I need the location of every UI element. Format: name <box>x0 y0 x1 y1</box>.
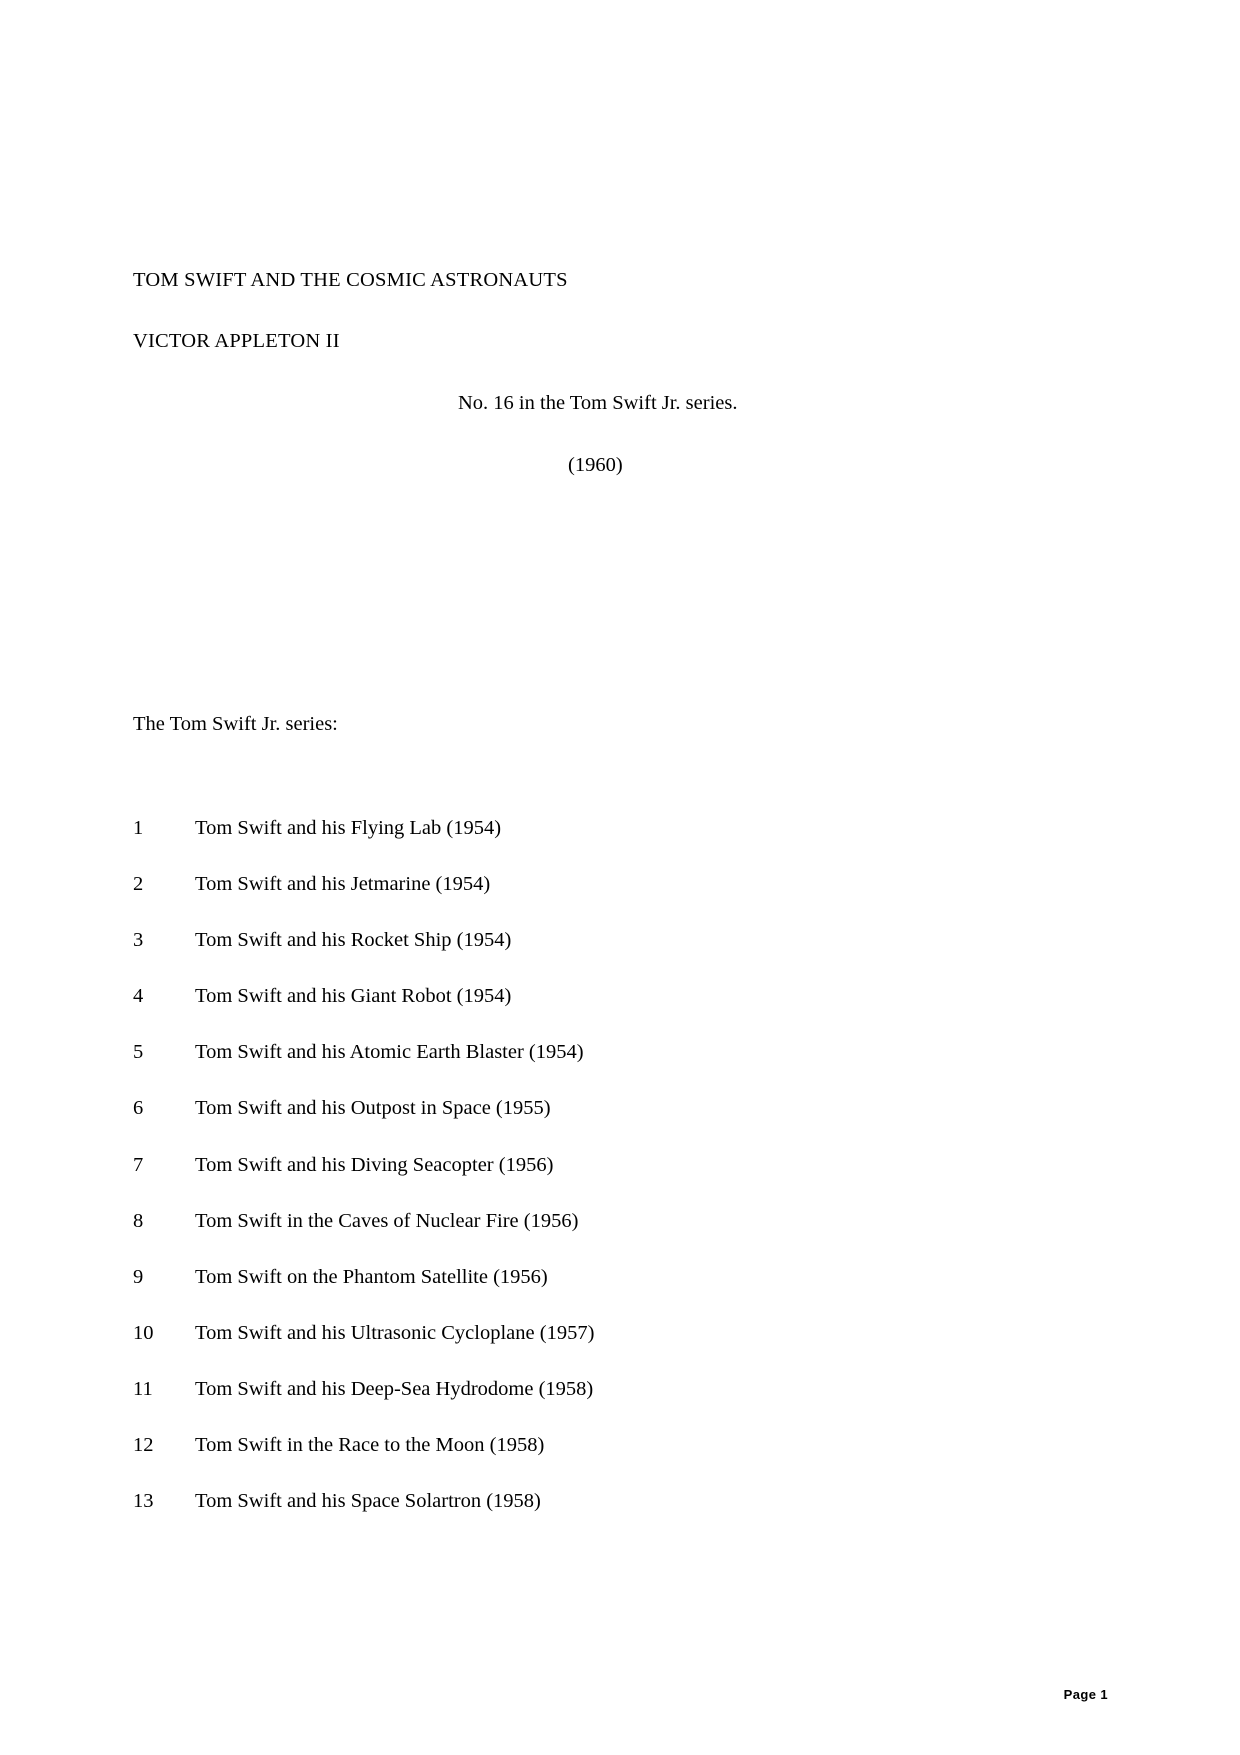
list-item-number: 2 <box>133 873 144 896</box>
list-item-number: 12 <box>133 1434 154 1456</box>
list-item <box>133 1433 1108 1458</box>
list-item <box>133 872 1108 897</box>
list-item <box>133 1265 1108 1290</box>
series-book-list <box>133 816 1108 1514</box>
list-item-number: 8 <box>133 1209 144 1232</box>
list-item-number: 11 <box>133 1377 153 1400</box>
list-item <box>133 1209 1108 1234</box>
list-item-title: Tom Swift and his Rocket Ship (1954) <box>195 929 512 952</box>
list-item <box>133 1321 1108 1346</box>
list-item-title: Tom Swift and his Giant Robot (1954) <box>195 985 512 1008</box>
list-item-title: Tom Swift and his Outpost in Space (1955) <box>195 1097 551 1120</box>
list-item <box>133 1040 1108 1065</box>
document-title: TOM SWIFT AND THE COSMIC ASTRONAUTS <box>133 269 568 291</box>
list-item-title: Tom Swift and his Space Solartron (1958) <box>195 1490 541 1513</box>
list-item-number: 5 <box>133 1041 144 1064</box>
list-item-number: 6 <box>133 1097 144 1120</box>
list-item-title: Tom Swift on the Phantom Satellite (1956) <box>195 1265 548 1288</box>
list-item <box>133 1153 1108 1178</box>
publication-year: (1960) <box>568 453 623 476</box>
document-author: VICTOR APPLETON II <box>133 329 340 352</box>
list-item-title: Tom Swift and his Diving Seacopter (1956) <box>195 1153 554 1176</box>
list-item-number: 10 <box>133 1321 154 1344</box>
list-item <box>133 928 1108 953</box>
list-item-title: Tom Swift and his Jetmarine (1954) <box>195 873 491 896</box>
list-item <box>133 984 1108 1009</box>
list-item <box>133 1377 1108 1402</box>
list-item-number: 1 <box>133 816 144 839</box>
series-list-heading: The Tom Swift Jr. series: <box>133 713 338 736</box>
list-item-number: 4 <box>133 985 144 1008</box>
list-item <box>133 816 1108 841</box>
list-item <box>133 1489 1108 1514</box>
list-item-title: Tom Swift and his Deep-Sea Hydrodome (1958) <box>195 1377 594 1400</box>
list-item-title: Tom Swift in the Caves of Nuclear Fire (1956) <box>195 1209 579 1232</box>
list-item-title: Tom Swift in the Race to the Moon (1958) <box>195 1434 545 1456</box>
document-body <box>133 0 1108 1545</box>
list-item-number: 9 <box>133 1265 144 1288</box>
series-number-note: No. 16 in the Tom Swift Jr. series. <box>458 392 738 415</box>
list-item-number: 7 <box>133 1153 144 1176</box>
list-item-title: Tom Swift and his Atomic Earth Blaster (1954) <box>195 1041 584 1064</box>
list-item-title: Tom Swift and his Ultrasonic Cycloplane (1957) <box>195 1321 595 1344</box>
list-item <box>133 1096 1108 1121</box>
list-item-number: 13 <box>133 1490 154 1513</box>
list-item-title: Tom Swift and his Flying Lab (1954) <box>195 816 502 839</box>
page-footer: Page 1 <box>1063 1687 1108 1702</box>
list-item-number: 3 <box>133 929 144 952</box>
